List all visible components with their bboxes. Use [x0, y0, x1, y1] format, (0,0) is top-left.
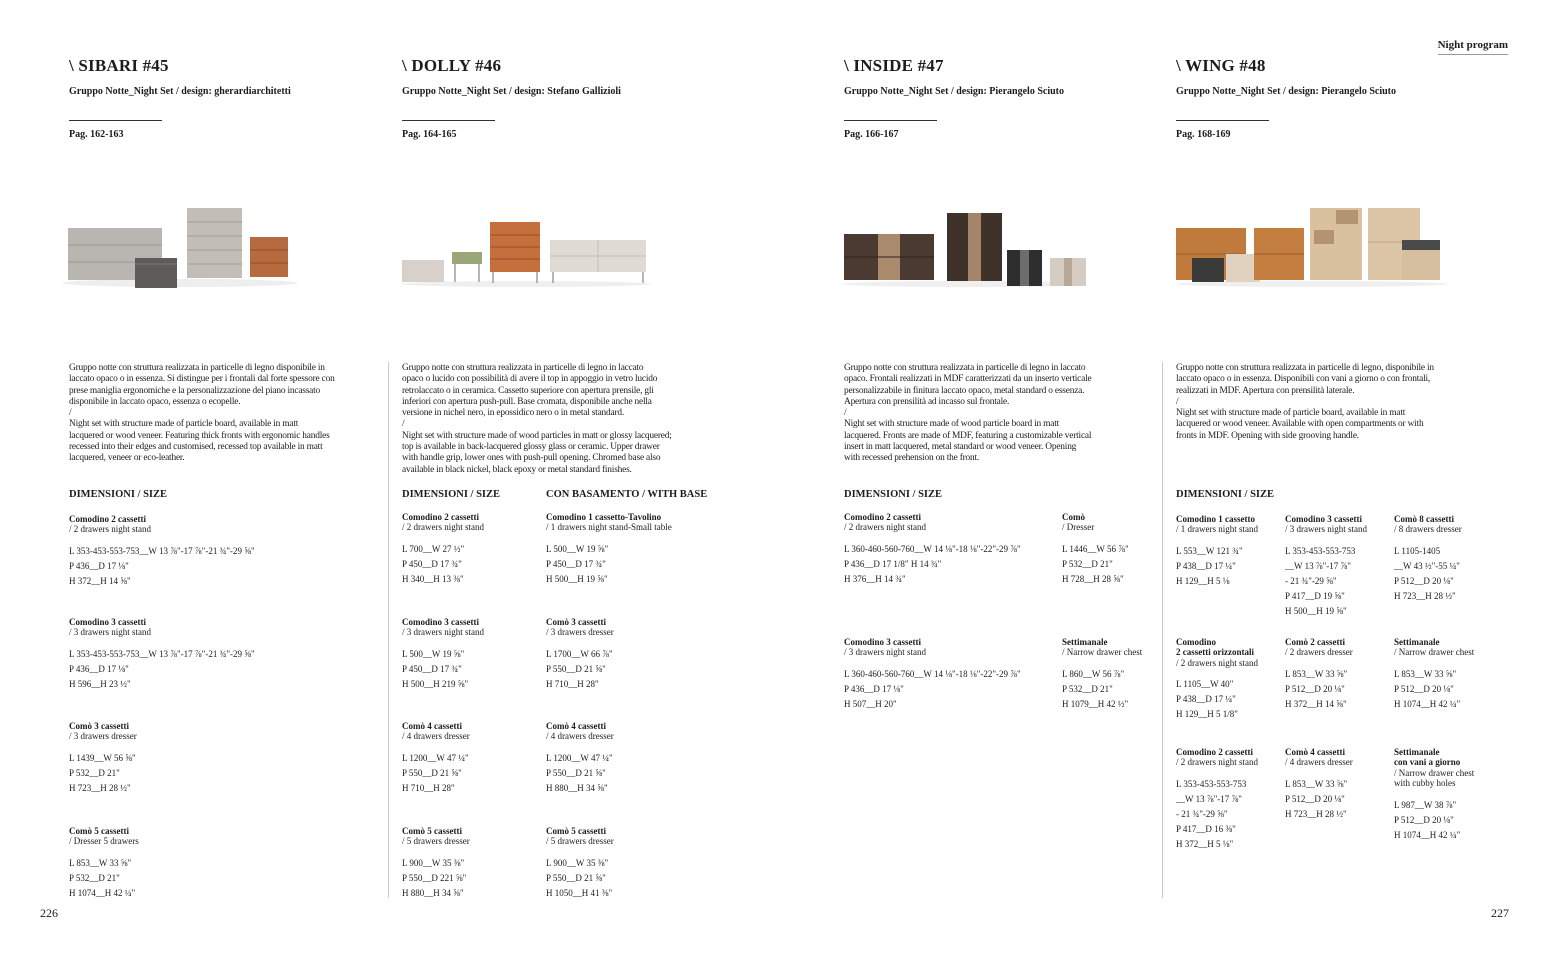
product-header-sibari [69, 56, 291, 140]
dimension-block: Comodino 2 cassetti / 2 drawers night stand L 353-453-553-753 __W 13 ⅞"-17 ⅞" - 21 ¾"-29 ⅝" P 417__D 16 ⅜" H 372__H 5 ⅛" [1176, 747, 1258, 849]
product-title: \ DOLLY #46 [402, 56, 502, 75]
product-description: Gruppo notte con struttura realizzata in particelle di legno in laccato opaco. Frontali realizzati in MDF caratterizzati da un inserto verticale personalizzabile in finitura laccato opaco, metal standard o essenza. Apertura con prensilità ad incasso sul frontale. / Night set with structure made of wood particle board in matt lacquered. Fronts are made of MDF, featuring a customizable vertical insert in matt lacquered, metal standard or wood veneer. Opening with recessed prehension on the front. [844, 363, 1092, 464]
dimensions-heading: DIMENSIONI / SIZE [69, 489, 168, 500]
dimension-block: Comò 8 cassetti / 8 drawers dresser L 1105-1405 __W 43 ½"-55 ¼" P 512__D 20 ⅛" H 723__H 28 ½" [1394, 514, 1462, 601]
page-reference: Pag. 166-167 [844, 129, 899, 140]
product-description: Gruppo notte con struttura realizzata in particelle di legno in laccato opaco o lucido con possibilità di avere il top in appoggio in vetro lucido retrolaccato o in ceramica. Cassetto superiore con apertura prensile, gli inferiori con apertura push-pull. Base cromata, disponibile anche nella versione in nichel nero, in epossidico nero o in metal standard. / Night set with structure made of wood particles in matt or glossy lacquered; top is available in back-lacquered glossy glass or ceramic. Upper drawer with handle grip, lower ones with push-pull opening. Chromed base also available in black nickel, black epoxy or metal standard finishes. [402, 363, 672, 475]
dimension-block: Comò 4 cassetti / 4 drawers dresser L 1200__W 47 ¼" P 550__D 21 ⅝" H 880__H 34 ⅝" [546, 721, 614, 793]
dimension-block: Comodino 1 cassetto / 1 drawers night stand L 553__W 121 ¾" P 438__D 17 ¼" H 129__H 5 ⅛ [1176, 514, 1258, 586]
product-title: \ WING #48 [1176, 56, 1266, 75]
dimension-block: Comò 5 cassetti / Dresser 5 drawers L 853__W 33 ⅝" P 532__D 21" H 1074__H 42 ¼" [69, 826, 139, 898]
dimension-block: Comodino 2 cassetti orizzontali / 2 drawers night stand L 1105__W 40" P 438__D 17 ¼" H 129__H 5 1/8" [1176, 637, 1258, 720]
section-label: Night program [1438, 39, 1508, 55]
product-subtitle: Gruppo Notte_Night Set / design: Pierangelo Sciuto [1176, 86, 1397, 97]
dimension-block: Comò 4 cassetti / 4 drawers dresser L 1200__W 47 ¼" P 550__D 21 ⅝" H 710__H 28" [402, 721, 470, 793]
product-description: Gruppo notte con struttura realizzata in particelle di legno disponibile in laccato opaco o in essenza. Si distingue per i frontali dal forte spessore con prese maniglia ergonomiche e la personalizzazione del piano incassato disponibile in laccato opaco, essenza o ecopelle. / Night set with structure made of particle board, available in matt lacquered or wood veneer. Featuring thick fronts with ergonomic handles recessed into their edges and customised, recessed top available in matt lacquered, veneer or eco-leather. [69, 363, 335, 464]
product-title: \ SIBARI #45 [69, 56, 169, 75]
dimension-block: Comodino 2 cassetti / 2 drawers night stand L 700__W 27 ½" P 450__D 17 ¾" H 340__H 13 ⅜" [402, 512, 484, 584]
page-reference: Pag. 168-169 [1176, 129, 1231, 140]
product-header-wing [1176, 56, 1396, 140]
product-title: \ INSIDE #47 [844, 56, 944, 75]
dimension-block: Comodino 2 cassetti / 2 drawers night stand L 353-453-553-753__W 13 ⅞"-17 ⅞"-21 ¾"-29 ⅝" P 436__D 17 ⅛" H 372__H 14 ⅝" [69, 514, 255, 586]
dimension-block: Comò 3 cassetti / 3 drawers dresser L 1700__W 66 ⅞" P 550__D 21 ⅝" H 710__H 28" [546, 617, 614, 689]
dimension-block: Settimanale con vani a giorno / Narrow drawer chest with cubby holes L 987__W 38 ⅞" P 512__D 20 ⅛" H 1074__H 42 ¼" [1394, 747, 1475, 840]
product-subtitle: Gruppo Notte_Night Set / design: Pierangelo Sciuto [844, 86, 1065, 97]
dimension-block: Comodino 3 cassetti / 3 drawers night stand L 353-453-553-753 __W 13 ⅞"-17 ⅞" - 21 ¾"-29 ⅝" P 417__D 19 ⅝" H 500__H 19 ⅝" [1285, 514, 1367, 616]
dimension-block: Comodino 3 cassetti / 3 drawers night stand L 360-460-560-760__W 14 ⅛"-18 ⅛"-22"-29 ⅞" P 436__D 17 ⅛" H 507__H 20" [844, 637, 1021, 709]
dimensions-heading: DIMENSIONI / SIZE [402, 489, 501, 500]
dimension-block: Settimanale / Narrow drawer chest L 853__W 33 ⅝" P 512__D 20 ⅛" H 1074__H 42 ¼" [1394, 637, 1475, 709]
column-divider [1162, 362, 1163, 898]
dimension-block: Comò / Dresser L 1446__W 56 ⅞" P 532__D 21" H 728__H 28 ⅝" [1062, 512, 1129, 584]
product-image-inside [840, 180, 1090, 310]
divider [844, 120, 937, 121]
page-reference: Pag. 164-165 [402, 129, 457, 140]
divider [69, 120, 162, 121]
divider [1176, 120, 1269, 121]
product-image-sibari [60, 180, 300, 310]
product-subtitle: Gruppo Notte_Night Set / design: Stefano Gallizioli [402, 86, 621, 97]
dimension-block: Comodino 1 cassetto-Tavolino / 1 drawers night stand-Small table L 500__W 19 ⅝" P 450__D 17 ¾" H 500__H 19 ⅝" [546, 512, 672, 584]
dimension-block: Comò 5 cassetti / 5 drawers dresser L 900__W 35 ⅜" P 550__D 21 ⅝" H 1050__H 41 ⅜" [546, 826, 614, 898]
product-header-inside [844, 56, 1064, 140]
product-image-wing [1172, 180, 1452, 310]
dimension-block: Comò 4 cassetti / 4 drawers dresser L 853__W 33 ⅝" P 512__D 20 ⅛" H 723__H 28 ½" [1285, 747, 1353, 819]
product-description: Gruppo notte con struttura realizzata in particelle di legno, disponibile in laccato opaco o in essenza. Disponibili con vani a giorno o con frontali, realizzati in MDF. Apertura con prensilità laterale. / Night set with structure made of particle board, available in matt lacquered or wood veneer. Available with open compartments or with fronts in MDF. Opening with side grooving handle. [1176, 363, 1434, 441]
dimension-block: Comodino 2 cassetti / 2 drawers night stand L 360-460-560-760__W 14 ⅛"-18 ⅛"-22"-29 ⅞" P 436__D 17 1/8" H 14 ¾" H 376__H 14 ¾" [844, 512, 1021, 584]
dimension-block: Settimanale / Narrow drawer chest L 860__W 56 ⅞" P 532__D 21" H 1079__H 42 ½" [1062, 637, 1143, 709]
column-divider [388, 362, 389, 898]
dimension-block: Comodino 3 cassetti / 3 drawers night stand L 500__W 19 ⅝" P 450__D 17 ¾" H 500__H 219 ⅝" [402, 617, 484, 689]
product-header-dolly [402, 56, 621, 140]
dimension-block: Comodino 3 cassetti / 3 drawers night stand L 353-453-553-753__W 13 ⅞"-17 ⅞"-21 ¾"-29 ⅝" P 436__D 17 ⅛" H 596__H 23 ½" [69, 617, 255, 689]
product-subtitle: Gruppo Notte_Night Set / design: gherardiarchitetti [69, 86, 291, 97]
dimension-block: Comò 3 cassetti / 3 drawers dresser L 1439__W 56 ⅝" P 532__D 21" H 723__H 28 ½" [69, 721, 137, 793]
dimensions-heading: DIMENSIONI / SIZE [1176, 489, 1275, 500]
dimensions-heading-with-base: CON BASAMENTO / WITH BASE [546, 489, 708, 500]
divider [402, 120, 495, 121]
page-reference: Pag. 162-163 [69, 129, 124, 140]
dimension-block: Comò 2 cassetti / 2 drawers dresser L 853__W 33 ⅝" P 512__D 20 ⅛" H 372__H 14 ⅝" [1285, 637, 1353, 709]
page-number-left: 226 [40, 906, 58, 920]
dimension-block: Comò 5 cassetti / 5 drawers dresser L 900__W 35 ⅜" P 550__D 221 ⅝" H 880__H 34 ⅝" [402, 826, 470, 898]
page-number-right: 227 [1491, 906, 1509, 920]
product-image-dolly [398, 180, 653, 310]
dimensions-heading: DIMENSIONI / SIZE [844, 489, 943, 500]
